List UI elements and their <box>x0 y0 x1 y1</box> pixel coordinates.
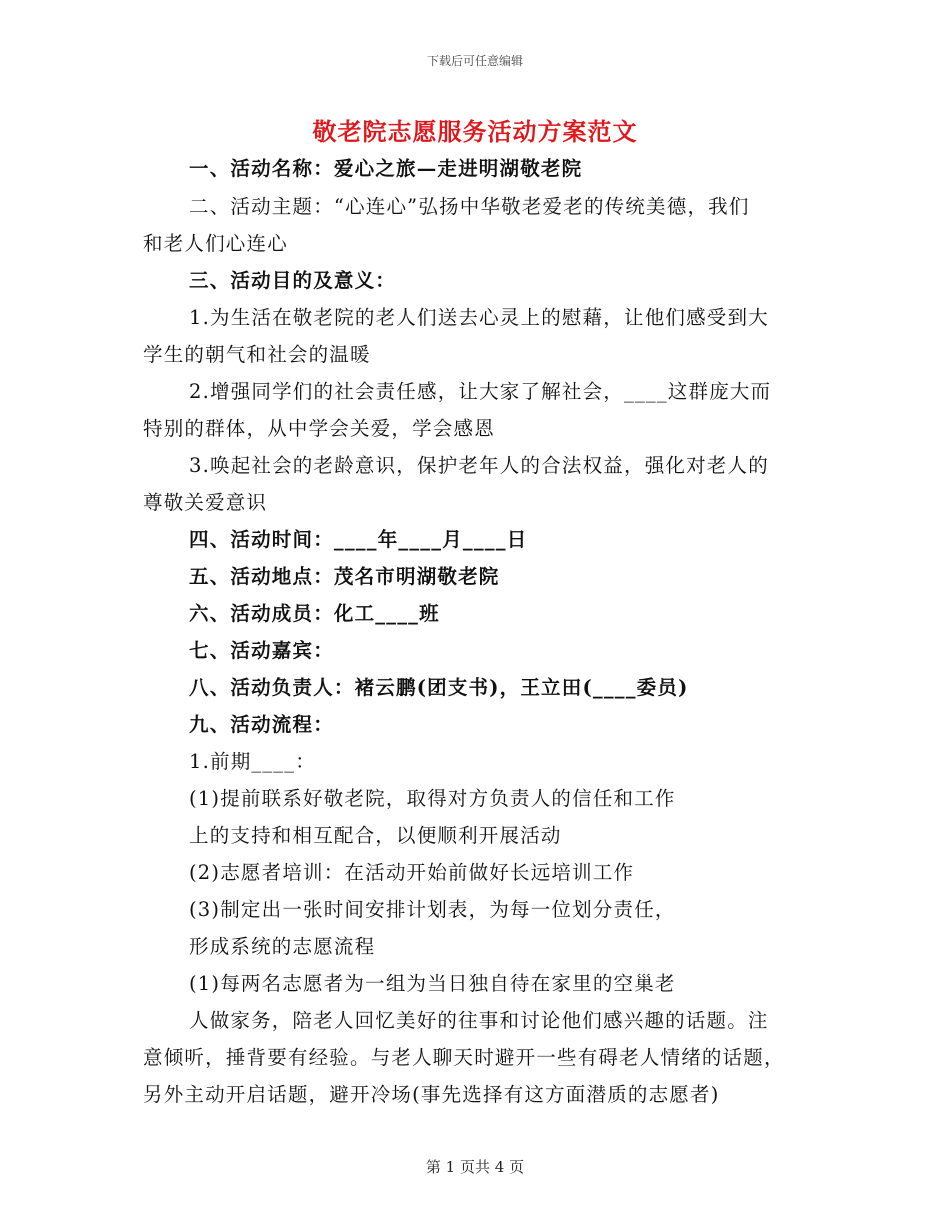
section-activity-theme: 二、活动主题：“心连心”弘扬中华敬老爱老的传统美德，我们 <box>189 195 750 218</box>
process-step: (3)制定出一张时间安排计划表，为每一位划分责任， <box>189 898 676 921</box>
paragraph-line: 另外主动开启话题，避开冷场(事先选择有这方面潜质的志愿者) <box>143 1083 720 1106</box>
purpose-item-1: 1.为生活在敬老院的老人们送去心灵上的慰藉，让他们感受到大 <box>189 306 769 329</box>
document-title: 敬老院志愿服务活动方案范文 <box>312 117 638 146</box>
purpose-item-2: 2.增强同学们的社会责任感，让大家了解社会，____这群庞大而 <box>189 380 772 403</box>
section-activity-location: 五、活动地点：茂名市明湖敬老院 <box>189 565 500 588</box>
process-step: (2)志愿者培训：在活动开始前做好长远培训工作 <box>189 861 635 884</box>
paragraph-line: 和老人们心连心 <box>143 232 288 255</box>
section-activity-guests: 七、活动嘉宾： <box>189 639 334 662</box>
paragraph-line: 特别的群体，从中学会关爱，学会感恩 <box>143 417 495 440</box>
process-phase-1: 1.前期____： <box>189 750 316 773</box>
purpose-item-3: 3.唤起社会的老龄意识，保护老年人的合法权益，强化对老人的 <box>189 454 769 477</box>
section-activity-leaders: 八、活动负责人：褚云鹏(团支书)，王立田(____委员) <box>189 676 689 699</box>
section-purpose-heading: 三、活动目的及意义： <box>189 269 397 292</box>
paragraph-line: 上的支持和相互配合，以便顺利开展活动 <box>189 824 562 847</box>
paragraph-line: 意倾听，捶背要有经验。与老人聊天时避开一些有碍老人情绪的话题， <box>143 1046 785 1069</box>
paragraph-line: 学生的朝气和社会的温暖 <box>143 343 371 366</box>
paragraph-line: 人做家务，陪老人回忆美好的往事和讨论他们感兴趣的话题。注 <box>189 1009 769 1032</box>
paragraph-line: 形成系统的志愿流程 <box>189 935 376 958</box>
process-step: (1)提前联系好敬老院，取得对方负责人的信任和工作 <box>189 787 676 810</box>
section-activity-time: 四、活动时间：____年____月____日 <box>189 528 528 551</box>
header-note: 下载后可任意编辑 <box>426 54 523 68</box>
section-activity-name: 一、活动名称：爱心之旅—走进明湖敬老院 <box>189 157 583 180</box>
page-number-footer: 第 1 页共 4 页 <box>425 1158 525 1176</box>
section-activity-process: 九、活动流程： <box>189 713 334 736</box>
paragraph-line: 尊敬关爱意识 <box>143 491 268 514</box>
process-step: (1)每两名志愿者为一组为当日独自待在家里的空巢老 <box>189 972 676 995</box>
section-activity-members: 六、活动成员：化工____班 <box>189 602 440 625</box>
